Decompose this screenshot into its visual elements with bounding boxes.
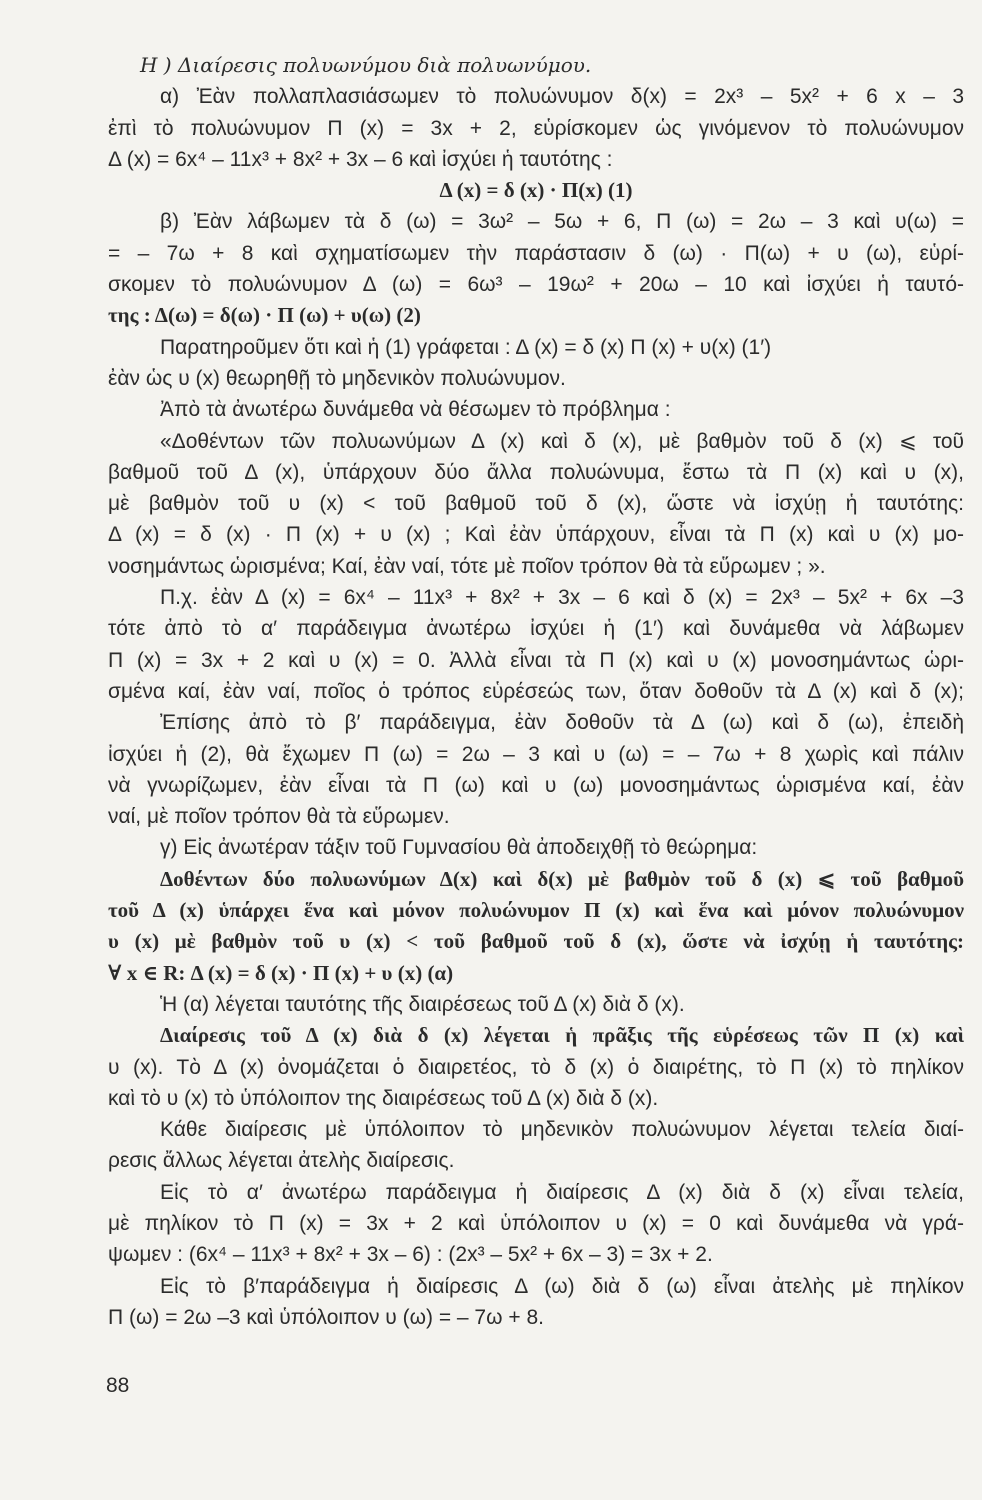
text-line: Π (x) = 3x + 2 καὶ υ (x) = 0. Ἀλλὰ εἶναι τὰ Π (x) καὶ υ (x) μονοσημάντως ὡρι- (108, 648, 964, 672)
text-line: α) Ἐὰν πολλαπλασιάσωμεν τὸ πολυώνυμον δ(x) = 2x³ – 5x² + 6 x – 3 (160, 85, 964, 109)
text-line: γ) Εἰς ἀνωτέραν τάξιν τοῦ Γυμνασίου θὰ ἀποδειχθῇ τὸ θεώρημα: (160, 836, 758, 860)
theorem-line: τοῦ Δ (x) ὑπάρχει ἕνα καὶ μόνον πολυώνυμον Π (x) καὶ ἕνα καὶ μόνον πολυώνυμον (108, 898, 964, 923)
text-line: Εἰς τὸ α′ ἀνωτέρω παράδειγμα ἡ διαίρεσις Δ (x) διὰ δ (x) εἶναι τελεία, (160, 1180, 964, 1204)
section-title: Η ) Διαίρεσις πολυωνύμου διὰ πολυωνύμου. (140, 53, 592, 77)
text-line: σκομεν τὸ πολυώνυμον Δ (ω) = 6ω³ – 19ω² + 20ω – 10 καὶ ἰσχύει ἡ ταυτό- (108, 273, 964, 297)
text-line: Ἡ (α) λέγεται ταυτότης τῆς διαιρέσεως τοῦ Δ (x) διὰ δ (x). (160, 992, 685, 1016)
identity-formula: Δ (x) = δ (x) · Π(x) (1) (439, 178, 633, 203)
text-line: καὶ τὸ υ (x) τὸ ὑπόλοιπον της διαιρέσεως τοῦ Δ (x) διὰ δ (x). (108, 1086, 659, 1110)
text-line: β) Ἐὰν λάβωμεν τὰ δ (ω) = 3ω² – 5ω + 6, Π (ω) = 2ω – 3 καὶ υ(ω) = (160, 210, 964, 234)
text-line: Παρατηροῦμεν ὅτι καὶ ἡ (1) γράφεται : Δ (x) = δ (x) Π (x) + υ(x) (1′) (160, 335, 772, 359)
text-line: ρεσις ἄλλως λέγεται ἀτελὴς διαίρεσις. (108, 1149, 455, 1173)
theorem-line: υ (x) μὲ βαθμὸν τοῦ υ (x) < τοῦ βαθμοῦ τοῦ δ (x), ὥστε νὰ ἰσχύῃ ἡ ταυτότης: (108, 929, 964, 954)
theorem-line: ∀ x ∈ R: Δ (x) = δ (x) · Π (x) + υ (x) (α) (108, 960, 454, 985)
text-column (108, 50, 964, 1333)
theorem-line: Δοθέντων δύο πολυωνύμων Δ(x) καὶ δ(x) μὲ βαθμὸν τοῦ δ (x) ⩽ τοῦ βαθμοῦ (160, 866, 964, 891)
definition-line: Διαίρεσις τοῦ Δ (x) διὰ δ (x) λέγεται ἡ πρᾶξις τῆς εὑρέσεως τῶν Π (x) καὶ (160, 1023, 964, 1048)
text-line: Π (ω) = 2ω –3 καὶ ὑπόλοιπον υ (ω) = – 7ω + 8. (108, 1305, 544, 1329)
text-line: ἰσχύει ἡ (2), θὰ ἔχωμεν Π (ω) = 2ω – 3 καὶ υ (ω) = – 7ω + 8 χωρὶς καὶ πάλιν (108, 742, 964, 766)
text-line: Κάθε διαίρεσις μὲ ὑπόλοιπον τὸ μηδενικὸν πολυώνυμον λέγεται τελεία διαί- (160, 1118, 964, 1142)
text-line: βαθμοῦ τοῦ Δ (x), ὑπάρχουν δύο ἄλλα πολυώνυμα, ἔστω τὰ Π (x) καὶ υ (x), (108, 460, 964, 484)
text-line: Π.χ. ἐὰν Δ (x) = 6x⁴ – 11x³ + 8x² + 3x – 6 καὶ δ (x) = 2x³ – 5x² + 6x –3 (160, 586, 964, 610)
text-line: νοσημάντως ὡρισμένα; Καί, ἐὰν ναί, τότε μὲ ποῖον τρόπον θὰ τὰ εὕρωμεν ; ». (108, 554, 826, 578)
text-line: μὲ βαθμὸν τοῦ υ (x) < τοῦ βαθμοῦ τοῦ δ (x), ὥστε νὰ ἰσχύῃ ἡ ταυτότης: (108, 492, 964, 516)
text-line: ψωμεν : (6x⁴ – 11x³ + 8x² + 3x – 6) : (2x³ – 5x² + 6x – 3) = 3x + 2. (108, 1243, 713, 1267)
page-number: 88 (106, 1374, 130, 1397)
text-line: Εἰς τὸ β′παράδειγμα ἡ διαίρεσις Δ (ω) διὰ δ (ω) εἶναι ἀτελὴς μὲ πηλίκον (160, 1274, 964, 1298)
text-line: ἐπὶ τὸ πολυώνυμον Π (x) = 3x + 2, εὑρίσκομεν ὡς γινόμενον τὸ πολυώνυμον (108, 116, 964, 140)
text-line: = – 7ω + 8 καὶ σχηματίσωμεν τὴν παράστασιν δ (ω) · Π(ω) + υ (ω), εὑρί- (108, 241, 964, 265)
identity-formula: της : Δ(ω) = δ(ω) · Π (ω) + υ(ω) (2) (108, 303, 421, 328)
text-line: υ (x). Τὸ Δ (x) ὀνομάζεται ὁ διαιρετέος, τὸ δ (x) ὁ διαιρέτης, τὸ Π (x) τὸ πηλίκον (108, 1055, 964, 1079)
text-line: Ἐπίσης ἀπὸ τὸ β′ παράδειγμα, ἐὰν δοθοῦν τὰ Δ (ω) καὶ δ (ω), ἐπειδὴ (160, 711, 964, 735)
text-line: νὰ γνωρίζωμεν, ἐὰν εἶναι τὰ Π (ω) καὶ υ (ω) μονοσημάντως ὡρισμένα καί, ἐὰν (108, 773, 964, 797)
text-line: ἐὰν ὡς υ (x) θεωρηθῇ τὸ μηδενικὸν πολυώνυμον. (108, 366, 566, 390)
text-line: Δ (x) = 6x⁴ – 11x³ + 8x² + 3x – 6 καὶ ἰσχύει ἡ ταυτότης : (108, 147, 613, 171)
text-line: Δ (x) = δ (x) · Π (x) + υ (x) ; Καὶ ἐὰν ὑπάρχουν, εἶναι τὰ Π (x) καὶ υ (x) μο- (108, 523, 964, 547)
text-line: σμένα καί, ἐὰν ναί, ποῖος ὁ τρόπος εὑρέσεώς των, ὅταν δοθοῦν τὰ Δ (x) καὶ δ (x); (108, 679, 964, 703)
text-line: «Δοθέντων τῶν πολυωνύμων Δ (x) καὶ δ (x), μὲ βαθμὸν τοῦ δ (x) ⩽ τοῦ (160, 429, 964, 453)
text-line: μὲ πηλίκον τὸ Π (x) = 3x + 2 καὶ ὑπόλοιπον υ (x) = 0 καὶ δυνάμεθα νὰ γρά- (108, 1211, 964, 1235)
text-line: ναί, μὲ ποῖον τρόπον θὰ τὰ εὕρωμεν. (108, 805, 450, 829)
text-line: Ἀπὸ τὰ ἀνωτέρω δυνάμεθα νὰ θέσωμεν τὸ πρόβλημα : (160, 398, 671, 422)
text-line: τότε ἀπὸ τὸ α′ παράδειγμα ἀνωτέρω ἰσχύει ἡ (1′) καὶ δυνάμεθα νὰ λάβωμεν (108, 617, 964, 641)
